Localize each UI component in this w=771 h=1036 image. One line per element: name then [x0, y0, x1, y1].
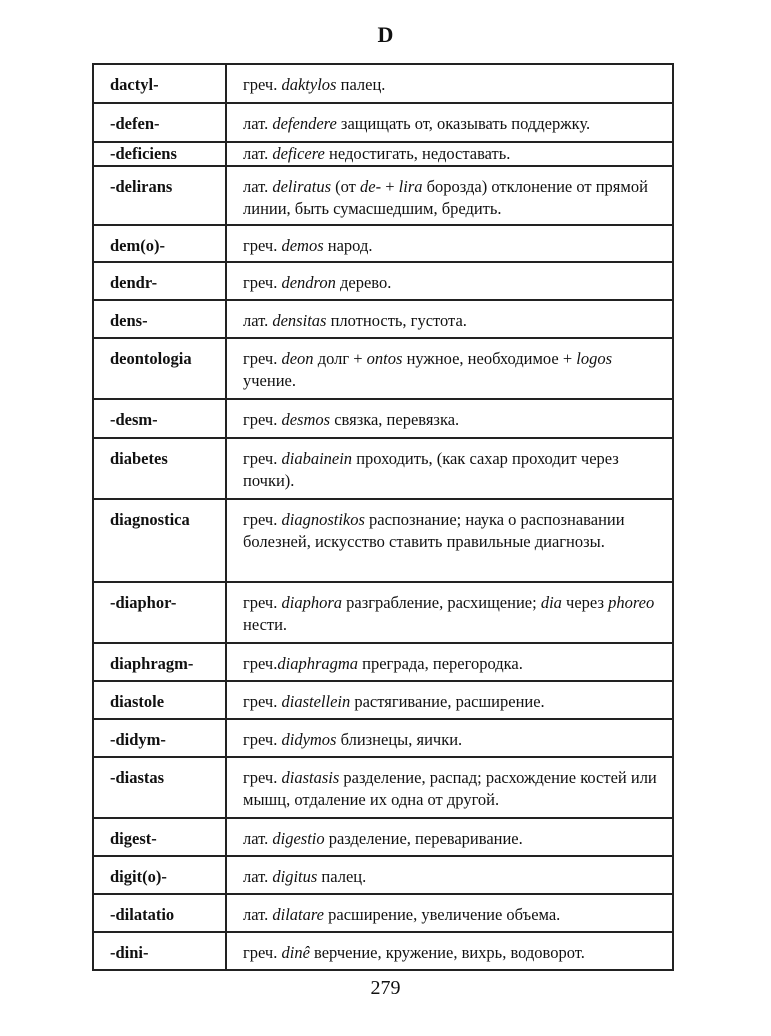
definition-text: плотность, густота.	[326, 311, 467, 330]
definition-text: нести.	[243, 615, 288, 634]
glossary-row	[93, 499, 673, 582]
source-word: logos	[576, 349, 613, 368]
source-word: dilatare	[272, 905, 324, 924]
definition-text: защищать от, оказывать поддержку.	[336, 114, 591, 133]
glossary-row	[93, 142, 673, 166]
source-word: phoreo	[608, 593, 655, 612]
definition-cell	[226, 681, 673, 719]
source-word: digestio	[272, 829, 325, 848]
definition-text: дерево.	[335, 273, 392, 292]
definition-cell	[226, 399, 673, 438]
definition-text: разделение, переваривание.	[324, 829, 523, 848]
definition-cell	[226, 166, 673, 225]
glossary-row	[93, 262, 673, 300]
glossary-row	[93, 856, 673, 894]
definition-text: +	[381, 177, 399, 196]
source-word: demos	[281, 236, 324, 255]
term-cell: dendr-	[93, 262, 226, 300]
source-word: densitas	[272, 311, 327, 330]
glossary-row	[93, 338, 673, 399]
term-cell: diaphragm-	[93, 643, 226, 681]
source-word: diagnostikos	[281, 510, 365, 529]
definition-cell	[226, 818, 673, 856]
term-cell: -dilatatio	[93, 894, 226, 932]
glossary-body	[93, 64, 673, 970]
glossary-row	[93, 932, 673, 970]
term-cell: dens-	[93, 300, 226, 338]
term-cell: -desm-	[93, 399, 226, 438]
glossary-row	[93, 438, 673, 499]
definition-cell	[226, 499, 673, 582]
definition-cell	[226, 225, 673, 262]
definition-text: верчение, кружение, вихрь, водоворот.	[309, 943, 585, 962]
definition-text: расширение, увеличение объема.	[324, 905, 561, 924]
definition-text: палец.	[317, 867, 367, 886]
definition-text: лат.	[243, 177, 273, 196]
definition-text: народ.	[323, 236, 373, 255]
definition-text: связка, перевязка.	[330, 410, 460, 429]
definition-text: греч.	[243, 410, 282, 429]
source-word: diaphora	[281, 593, 342, 612]
definition-text: недостигать, недоставать.	[324, 144, 511, 163]
page-number: 279	[370, 977, 401, 999]
definition-text: проходить, (как сахар проходит через почки).	[243, 449, 619, 490]
definition-cell	[226, 338, 673, 399]
definition-cell	[226, 438, 673, 499]
definition-text: греч.	[243, 349, 282, 368]
source-word: diastellein	[281, 692, 351, 711]
definition-text: разделение, распад; расхождение костей или мышц, отдаление их одна от другой.	[243, 768, 657, 809]
definition-cell	[226, 300, 673, 338]
source-word: didymos	[281, 730, 337, 749]
definition-text: греч.	[243, 654, 278, 673]
term-cell: -delirans	[93, 166, 226, 225]
definition-text: преграда, перегородка.	[358, 654, 523, 673]
page-letter-header: D	[377, 22, 394, 47]
definition-text: долг +	[313, 349, 367, 368]
source-word: daktylos	[281, 75, 337, 94]
term-cell: digest-	[93, 818, 226, 856]
glossary-row	[93, 894, 673, 932]
definition-text: лат.	[243, 905, 273, 924]
source-word: deon	[281, 349, 314, 368]
glossary-row	[93, 64, 673, 103]
definition-text: греч.	[243, 510, 282, 529]
definition-text: лат.	[243, 867, 273, 886]
source-word: dinê	[281, 943, 310, 962]
definition-text: нужное, необходимое +	[402, 349, 577, 368]
glossary-row	[93, 719, 673, 757]
glossary-row	[93, 300, 673, 338]
glossary-table	[92, 63, 674, 971]
definition-cell	[226, 856, 673, 894]
definition-text: греч.	[243, 768, 282, 787]
term-cell: -diastas	[93, 757, 226, 818]
source-word: diastasis	[281, 768, 340, 787]
definition-cell	[226, 103, 673, 142]
definition-text: растягивание, расширение.	[350, 692, 545, 711]
source-word: dendron	[281, 273, 336, 292]
source-word: ontos	[366, 349, 403, 368]
term-cell: dem(o)-	[93, 225, 226, 262]
definition-text: палец.	[336, 75, 386, 94]
glossary-row	[93, 818, 673, 856]
term-cell: -diaphor-	[93, 582, 226, 643]
definition-text: греч.	[243, 692, 282, 711]
source-word: de-	[360, 177, 382, 196]
term-cell: diastole	[93, 681, 226, 719]
definition-text: разграбление, расхищение;	[342, 593, 541, 612]
term-cell: diabetes	[93, 438, 226, 499]
term-cell: diagnostica	[93, 499, 226, 582]
definition-cell	[226, 64, 673, 103]
glossary-row	[93, 225, 673, 262]
definition-cell	[226, 142, 673, 166]
definition-text: лат.	[243, 114, 273, 133]
source-word: diaphragma	[277, 654, 359, 673]
definition-text: греч.	[243, 593, 282, 612]
definition-text: лат.	[243, 311, 273, 330]
glossary-row	[93, 166, 673, 225]
source-word: defendere	[272, 114, 337, 133]
term-cell: deontologia	[93, 338, 226, 399]
definition-text: греч.	[243, 75, 282, 94]
definition-text: борозда) отклонение от прямой линии, быть сумасшедшим, бредить.	[243, 177, 648, 218]
source-word: desmos	[281, 410, 331, 429]
source-word: deficere	[272, 144, 325, 163]
glossary-row	[93, 582, 673, 643]
definition-text: греч.	[243, 730, 282, 749]
definition-cell	[226, 582, 673, 643]
definition-text: близнецы, яички.	[336, 730, 463, 749]
definition-cell	[226, 894, 673, 932]
definition-cell	[226, 262, 673, 300]
source-word: deliratus	[272, 177, 332, 196]
glossary-row	[93, 757, 673, 818]
term-cell: -dini-	[93, 932, 226, 970]
source-word: diabainein	[281, 449, 353, 468]
glossary-row	[93, 643, 673, 681]
definition-text: греч.	[243, 943, 282, 962]
glossary-row	[93, 103, 673, 142]
term-cell: dactyl-	[93, 64, 226, 103]
term-cell: digit(o)-	[93, 856, 226, 894]
term-cell: -defen-	[93, 103, 226, 142]
definition-cell	[226, 719, 673, 757]
glossary-row	[93, 399, 673, 438]
source-word: dia	[540, 593, 562, 612]
definition-cell	[226, 757, 673, 818]
definition-text: через	[561, 593, 609, 612]
term-cell: -deficiens	[93, 142, 226, 166]
glossary-row	[93, 681, 673, 719]
definition-text: лат.	[243, 144, 273, 163]
definition-text: греч.	[243, 236, 282, 255]
definition-text: греч.	[243, 449, 282, 468]
source-word: digitus	[272, 867, 318, 886]
definition-text: греч.	[243, 273, 282, 292]
term-cell: -didym-	[93, 719, 226, 757]
definition-text: распознание; наука о распознавании болезней, искусство ставить правильные диагнозы.	[243, 510, 625, 551]
definition-text: (от	[331, 177, 361, 196]
definition-cell	[226, 932, 673, 970]
definition-text: лат.	[243, 829, 273, 848]
definition-cell	[226, 643, 673, 681]
source-word: lira	[398, 177, 423, 196]
definition-text: учение.	[243, 371, 296, 390]
